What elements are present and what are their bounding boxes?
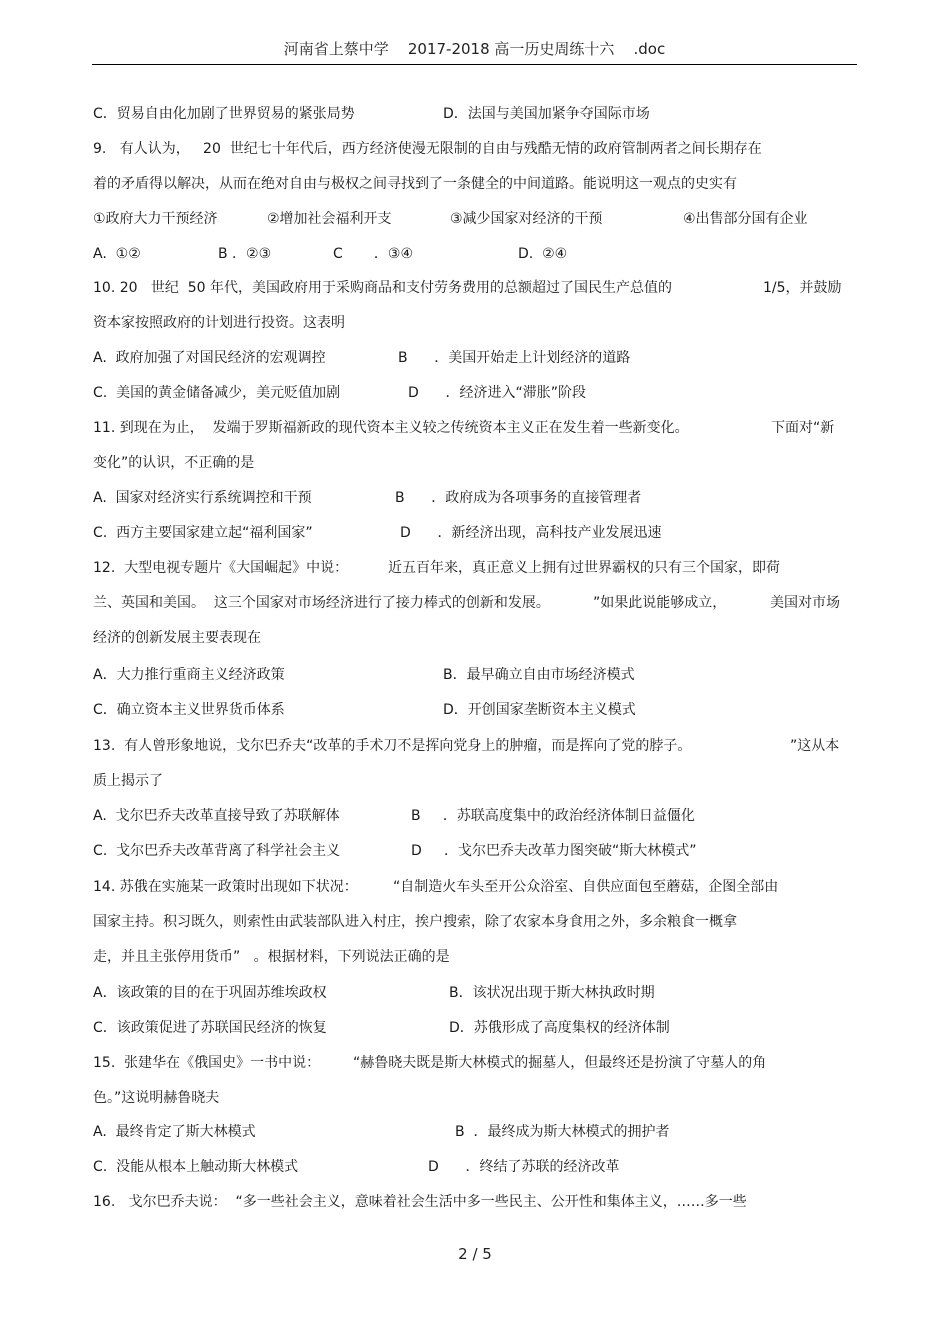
text-segment: ”如果此说能够成立， [593,595,727,611]
text-segment: “赫鲁晓夫既是斯大林模式的掘墓人，但最终还是扮演了守墓人的角 [353,1055,767,1071]
text-segment: A．大力推行重商主义经济政策 [93,667,285,683]
text-segment: 14. 苏俄在实施某一政策时出现如下状况： [93,879,358,895]
text-line [93,103,858,125]
text-segment: C. 戈尔巴乔夫改革背离了科学社会主义 [93,843,341,859]
text-line [93,1017,858,1039]
text-segment: 美国对市场 [770,595,840,611]
text-segment: B．该状况出现于斯大林执政时期 [449,985,655,1001]
text-line [93,487,858,509]
text-segment: B ．美国开始走上计划经济的道路 [398,350,631,366]
text-segment: “自制造火车头至开公众浴室、自供应面包至蘑菇，企图全部由 [393,879,779,895]
text-line [93,770,858,792]
text-segment: B ．苏联高度集中的政治经济体制日益僵化 [411,808,695,824]
text-line [93,1191,858,1213]
text-line [93,1156,858,1178]
text-segment: A. 最终肯定了斯大林模式 [93,1124,256,1140]
text-line [93,664,858,686]
text-segment: B ．②③ [218,246,272,262]
text-segment: ②增加社会福利开支 [267,211,392,227]
text-segment: 变化”的认识，不正确的是 [93,455,255,471]
text-line [93,277,858,299]
text-segment: C. 美国的黄金储备减少，美元贬值加剧 [93,385,341,401]
text-segment: 走，并且主张停用货币” 。根据材料，下列说法正确的是 [93,949,450,965]
text-segment: 16. 戈尔巴乔夫说： “多一些社会主义，意味着社会生活中多一些民主、公开性和集体主义，……多一些 [93,1194,747,1210]
text-segment: 质上揭示了 [93,773,163,789]
text-segment: A．该政策的目的在于巩固苏维埃政权 [93,985,327,1001]
text-segment: C．确立资本主义世界货币体系 [93,702,285,718]
text-line [93,452,858,474]
text-segment: D ．戈尔巴乔夫改革力图突破“斯大林模式” [411,843,697,859]
text-segment: B ．最终成为斯大林模式的拥护者 [455,1124,670,1140]
text-line [93,876,858,898]
text-segment: D．苏俄形成了高度集权的经济体制 [449,1020,670,1036]
text-segment: A. 政府加强了对国民经济的宏观调控 [93,350,326,366]
text-segment: D ．经济进入“滞胀”阶段 [408,385,586,401]
text-segment: A. 戈尔巴乔夫改革直接导致了苏联解体 [93,808,340,824]
text-segment: D ．终结了苏联的经济改革 [428,1159,620,1175]
text-segment: ④出售部分国有企业 [683,211,808,227]
text-segment: D ．新经济出现，高科技产业发展迅速 [400,525,662,541]
text-segment: D．开创国家垄断资本主义模式 [443,702,636,718]
text-line [93,911,858,933]
text-segment: 近五百年来，真正意义上拥有过世界霸权的只有三个国家，即荷 [388,560,780,576]
text-line [93,946,858,968]
text-segment: 12. 大型电视专题片《大国崛起》中说： [93,560,349,576]
page-number: 2 / 5 [458,1245,492,1263]
text-segment: 国家主持。积习既久，则索性由武装部队进入村庄，挨户搜索，除了农家本身食用之外，多余粮食一概拿 [93,914,737,930]
text-line [93,208,858,230]
text-segment: B ．政府成为各项事务的直接管理者 [395,490,642,506]
text-line [93,1087,858,1109]
text-segment: C．贸易自由化加剧了世界贸易的紧张局势 [93,106,355,122]
text-segment: ”这从本 [790,738,840,754]
text-segment: 兰、英国和美国。 这三个国家对市场经济进行了接力棒式的创新和发展。 [93,595,550,611]
text-segment: ①政府大力干预经济 [93,211,218,227]
text-line [93,382,858,404]
text-segment: D. ②④ [518,246,568,262]
text-segment: 13. 有人曾形象地说，戈尔巴乔夫“改革的手术刀不是挥向党身上的肿瘤，而是挥向了党的脖子。 [93,738,692,754]
text-line [93,312,858,334]
text-line [93,243,858,265]
text-line [93,592,858,614]
text-segment: 下面对“新 [771,420,835,436]
text-line [93,735,858,757]
header-rule [92,64,857,65]
text-line [93,982,858,1004]
text-segment: 15. 张建华在《俄国史》一书中说： [93,1055,321,1071]
text-line [93,699,858,721]
text-segment: D．法国与美国加紧争夺国际市场 [443,106,650,122]
text-line [93,347,858,369]
text-line [93,805,858,827]
text-line [93,417,858,439]
text-line [93,627,858,649]
text-segment: B．最早确立自由市场经济模式 [443,667,635,683]
text-segment: C ．③④ [333,246,414,262]
text-line [93,1121,858,1143]
text-line [93,173,858,195]
document-header: 河南省上蔡中学 2017-2018 高一历史周练十六 .doc [283,40,666,58]
text-segment: 1/5，并鼓励 [763,280,842,296]
text-segment: 经济的创新发展主要表现在 [93,630,261,646]
text-line [93,138,858,160]
text-segment: A. 国家对经济实行系统调控和干预 [93,490,312,506]
text-segment: 11. 到现在为止， 发端于罗斯福新政的现代资本主义较之传统资本主义正在发生着一些新变化。 [93,420,689,436]
text-segment: 9. 有人认为， 20 世纪七十年代后，西方经济使漫无限制的自由与残酷无情的政府管制两者之间长期存在 [93,141,762,157]
text-line [93,522,858,544]
text-segment: A. ①② [93,246,141,262]
text-line [93,1052,858,1074]
text-line [93,840,858,862]
text-segment: 着的矛盾得以解决，从而在绝对自由与极权之间寻找到了一条健全的中间道路。能说明这一观点的史实有 [93,176,737,192]
text-line [93,557,858,579]
text-segment: 色。”这说明赫鲁晓夫 [93,1090,220,1106]
text-segment: ③减少国家对经济的干预 [450,211,603,227]
text-segment: C．该政策促进了苏联国民经济的恢复 [93,1020,327,1036]
text-segment: 10. 20 世纪 50 年代，美国政府用于采购商品和支付劳务费用的总额超过了国民生产总值的 [93,280,673,296]
text-segment: 资本家按照政府的计划进行投资。这表明 [93,315,345,331]
text-segment: C. 西方主要国家建立起“福利国家” [93,525,313,541]
text-segment: C. 没能从根本上触动斯大林模式 [93,1159,299,1175]
